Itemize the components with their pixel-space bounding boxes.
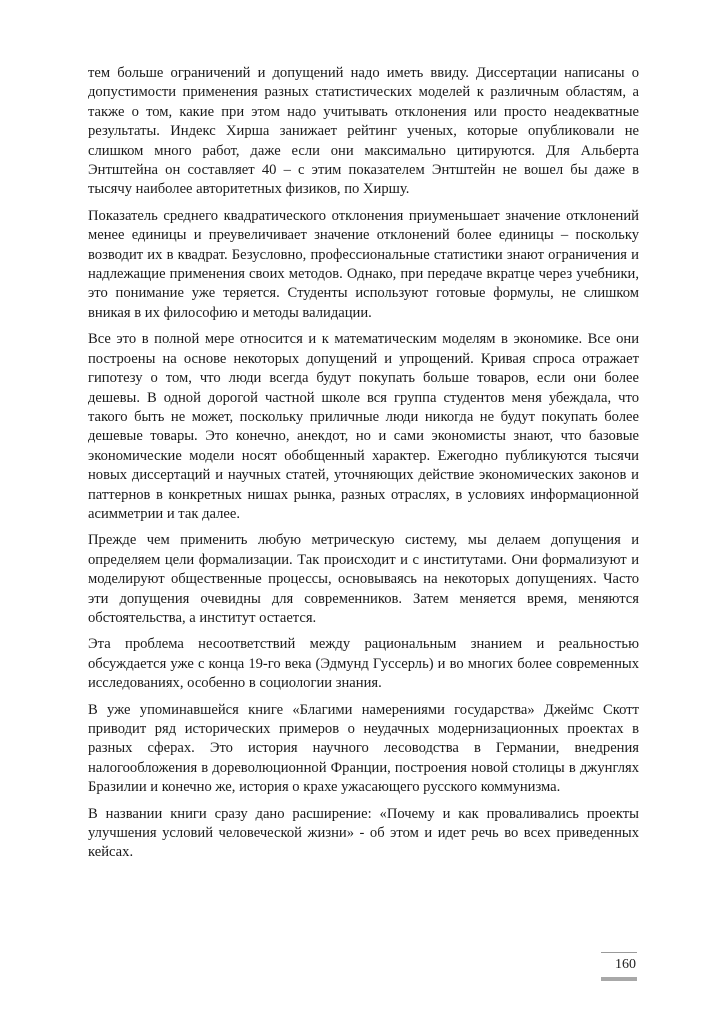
page-body	[88, 64, 639, 870]
page-number-bottom-rule	[601, 977, 637, 981]
paragraph-7: В названии книги сразу дано расширение: «Почему и как проваливались проекты улучшения условий человеческой жизни» - об этом и идет речь во всех приведенных кейсах.	[88, 805, 639, 861]
paragraph-3: Все это в полной мере относится и к математическим моделям в экономике. Все они построены на основе некоторых допущений и упрощений. Кривая спроса отражает гипотезу о том, что люди всегда будут покупать больше товаров, если они более дешевы. В одной дорогой частной школе вся группа студентов меня убеждала, что такого быть не может, поскольку приличные люди никогда не будут покупать более дешевые товары. Это конечно, анекдот, но и сами экономисты знают, что базовые экономические модели носят обобщенный характер. Ежегодно публикуются тысячи новых диссертаций и научных статей, уточняющих действие экономических законов и паттернов в конкретных нишах рынка, разных отраслях, в условиях информационной асимметрии и так далее.	[88, 331, 639, 522]
paragraph-1: тем больше ограничений и допущений надо иметь ввиду. Диссертации написаны о допустимости применения разных статистических моделей к различным областям, а также о том, какие при этом надо учитывать отклонения или просто неадекватные результаты. Индекс Хирша занижает рейтинг ученых, которые опубликовали не слишком много работ, даже если они максимально цитируются. Для Альберта Энтштейна он составляет 40 – с этим показателем Энтштейн не вошел бы даже в тысячу наиболее авторитетных физиков, по Хиршу.	[88, 65, 639, 198]
page-number-box	[601, 952, 637, 981]
paragraph-2: Показатель среднего квадратического отклонения приуменьшает значение отклонений менее единицы и преувеличивает значение отклонений более единицы – поскольку возводит их в квадрат. Безусловно, профессиональные статистики знают ограничения и надлежащие применения своих методов. Однако, при передаче вкратце через учебники, это понимание уже теряется. Студенты используют готовые формулы, не слишком вникая в их философию и методы валидации.	[88, 207, 639, 321]
paragraph-5: Эта проблема несоответствий между рациональным знанием и реальностью обсуждается уже с конца 19-го века (Эдмунд Гуссерль) и во многих более современных исследованиях, особенно в социологии знания.	[88, 636, 639, 692]
paragraph-4: Прежде чем применить любую метрическую систему, мы делаем допущения и определяем цели формализации. Так происходит и с институтами. Они формализуют и моделируют общественные процессы, основываясь на некоторых допущениях. Часто эти допущения очевидны для современников. Затем меняется время, меняются обстоятельства, а институт остается.	[88, 532, 639, 626]
page-number: 160	[615, 957, 636, 972]
paragraph-6: В уже упоминавшейся книге «Благими намерениями государства» Джеймс Скотт приводит ряд исторических примеров о неудачных модернизационных проектах в разных сферах. Это история научного лесоводства в Германии, внедрения налогообложения в дореволюционной Франции, построения новой столицы в джунглях Бразилии и конечно же, история о крахе ужасающего русского коммунизма.	[88, 701, 639, 796]
